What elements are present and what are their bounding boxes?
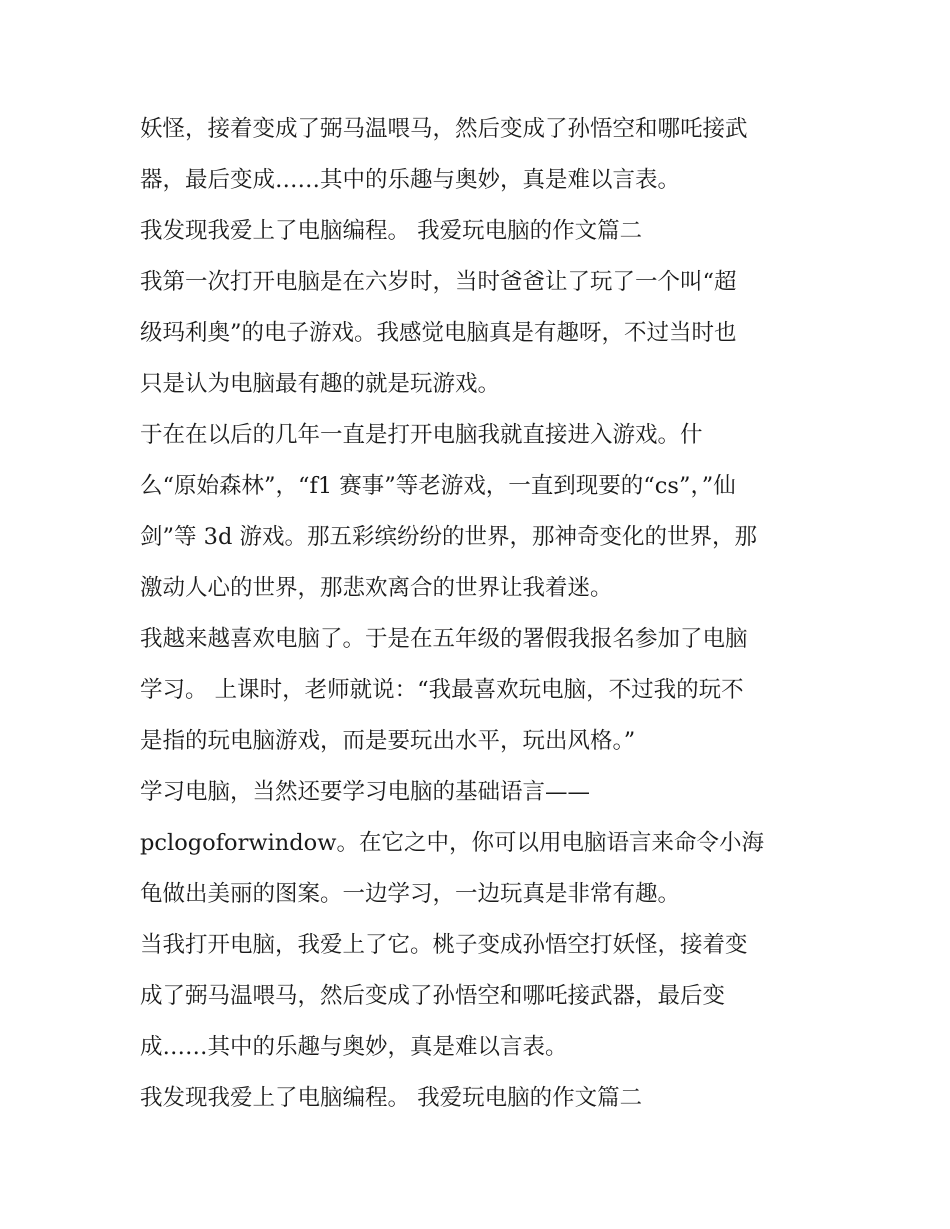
text-line: 是指的玩电脑游戏，而是要玩出水平，玩出风格。” <box>140 728 636 754</box>
text-line: 学习电脑，当然还要学习电脑的基础语言—— <box>140 779 591 805</box>
text-line: 级玛利奥”的电子游戏。我感觉电脑真是有趣呀，不过当时也 <box>140 320 737 346</box>
text-line: 妖怪，接着变成了弼马温喂马，然后变成了孙悟空和哪吒接武 <box>140 116 748 142</box>
text-line: 成……其中的乐趣与奥妙，真是难以言表。 <box>140 1034 568 1060</box>
text-line: 于在在以后的几年一直是打开电脑我就直接进入游戏。什 <box>140 422 703 448</box>
text-line: 只是认为电脑最有趣的就是玩游戏。 <box>140 371 501 397</box>
text-line: 激动人心的世界，那悲欢离合的世界让我着迷。 <box>140 575 613 601</box>
text-line: 器，最后变成……其中的乐趣与奥妙，真是难以言表。 <box>140 167 681 193</box>
text-line: 我发现我爱上了电脑编程。 我爱玩电脑的作文篇二 <box>140 1085 643 1111</box>
text-line: 龟做出美丽的图案。一边学习，一边玩真是非常有趣。 <box>140 881 681 907</box>
text-line: pclogoforwindow。在它之中，你可以用电脑语言来命令小海 <box>140 830 764 856</box>
text-line: 成了弼马温喂马，然后变成了孙悟空和哪吒接武器，最后变 <box>140 983 726 1009</box>
text-line: 剑”等 3d 游戏。那五彩缤纷纷的世界，那神奇变化的世界，那 <box>140 524 758 550</box>
text-line: 我第一次打开电脑是在六岁时，当时爸爸让了玩了一个叫“超 <box>140 269 737 295</box>
document-body <box>140 104 820 1124</box>
text-line: 当我打开电脑，我爱上了它。桃子变成孙悟空打妖怪，接着变 <box>140 932 748 958</box>
text-line: 我发现我爱上了电脑编程。 我爱玩电脑的作文篇二 <box>140 218 643 244</box>
text-line: 么“原始森林”，“f1 赛事”等老游戏，一直到现要的“cs”，”仙 <box>140 473 736 499</box>
text-line: 学习。 上课时，老师就说：“我最喜欢玩电脑，不过我的玩不 <box>140 677 744 703</box>
text-line: 我越来越喜欢电脑了。于是在五年级的署假我报名参加了电脑 <box>140 626 748 652</box>
